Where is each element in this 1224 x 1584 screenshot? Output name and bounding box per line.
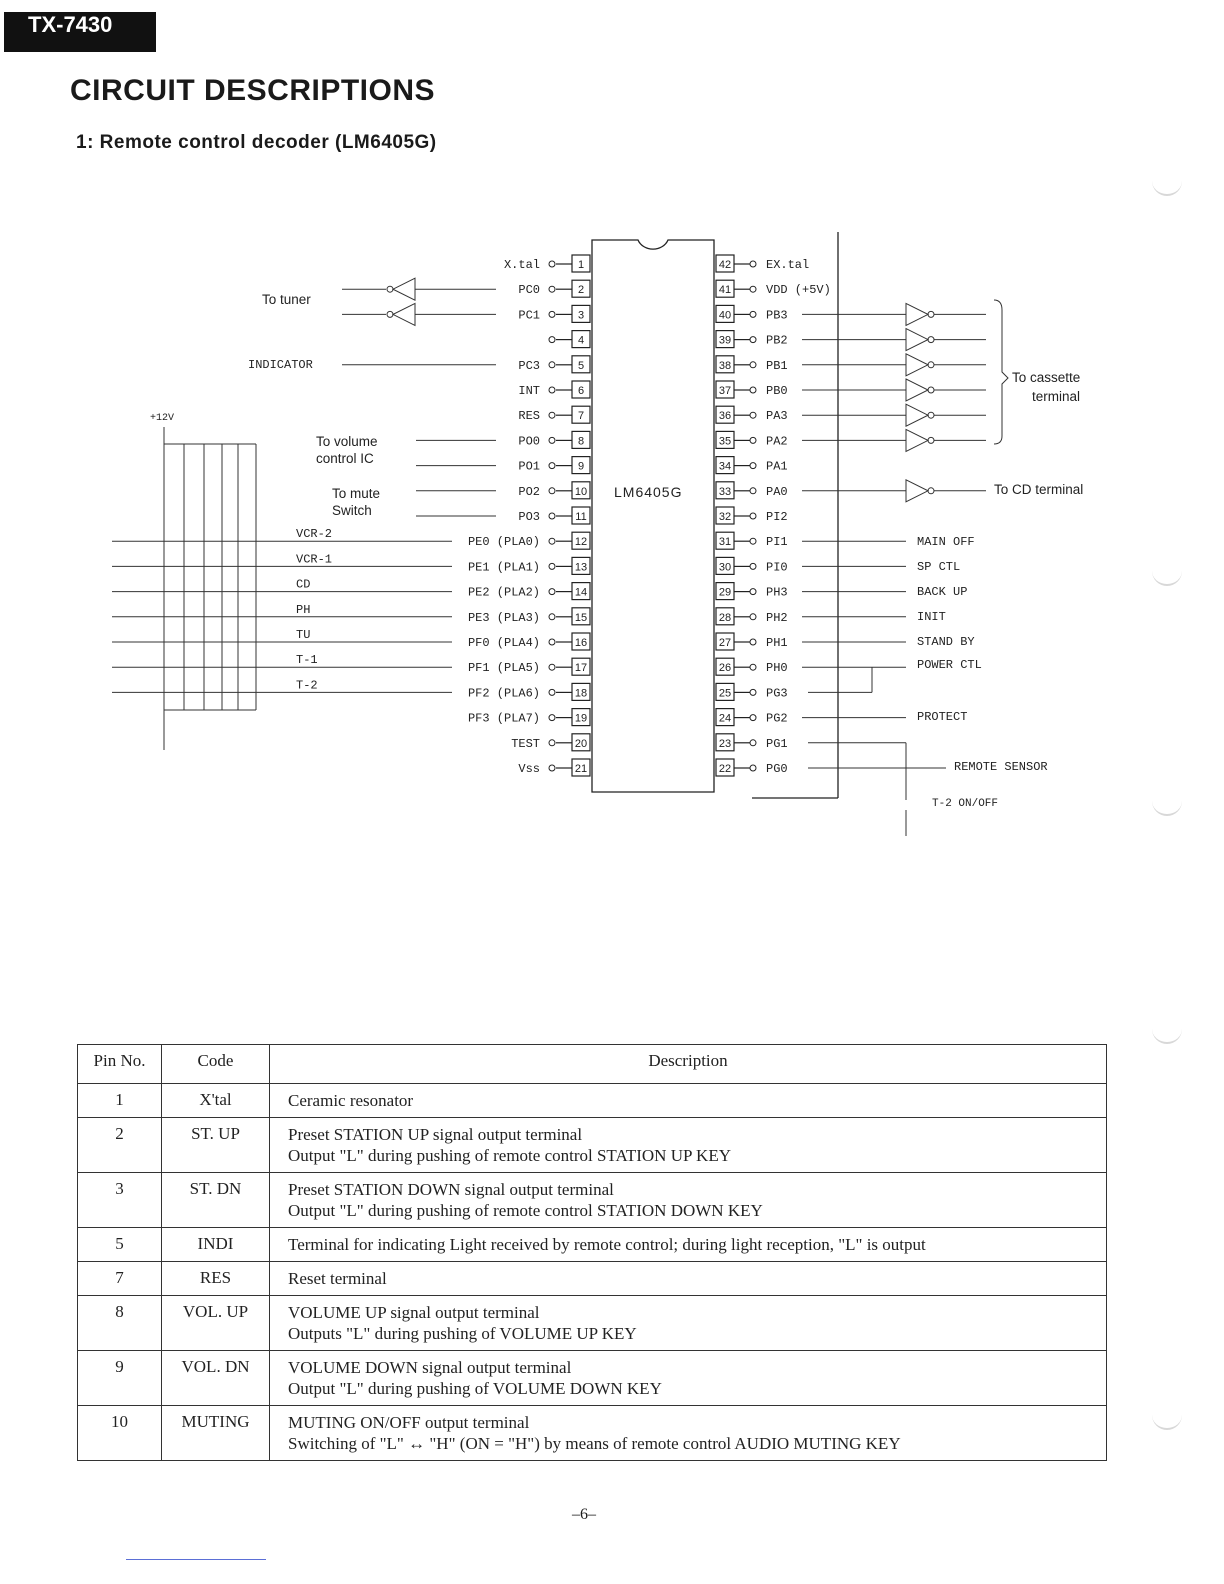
buffer-gate [906,379,928,401]
table-header-row [78,1045,1107,1084]
pin-name: PG0 [766,762,788,776]
pin-name: PF0 (PLA4) [467,636,540,650]
pin-terminal [750,437,756,443]
binder-hole-mark [1152,176,1182,196]
pin-name: PB2 [766,333,788,348]
pin-terminal [750,337,756,343]
code-cell: MUTING [162,1406,270,1461]
pin-number: 21 [574,763,588,775]
description-line: Preset STATION DOWN signal output terminal [288,1180,614,1199]
header-pin: Pin No. [78,1045,162,1084]
pin-number: 37 [718,385,732,397]
pin-number: 28 [718,611,732,624]
pin-terminal [549,639,555,645]
pin-name: INT [518,384,540,398]
code-cell: X'tal [162,1084,270,1118]
stand-by-label: STAND BY [917,635,975,649]
indicator-label: INDICATOR [248,358,313,372]
description-line: Preset STATION UP signal output terminal [288,1125,583,1144]
pin-terminal [750,715,756,721]
pin-terminal [750,689,756,695]
pin-terminal [750,463,756,469]
key-line-label: PH [296,602,311,617]
model-tag: TX-7430 [4,12,156,52]
pin-terminal [750,261,756,267]
pin-number: 26 [718,662,732,675]
pin-cell: 9 [78,1351,162,1406]
pin-terminal [549,412,555,418]
pin-terminal [549,337,555,343]
pin-number: 10 [574,485,588,498]
description-line: Output "L" during pushing of VOLUME DOWN KEY [288,1379,662,1398]
pin-name: PC3 [518,358,540,373]
pin-name: PE1 (PLA1) [467,560,540,575]
pin-name: PO3 [518,510,540,524]
pin-name: PA2 [766,434,788,449]
pin-number: 9 [577,460,585,473]
pin-number: 42 [718,259,732,271]
code-cell: RES [162,1262,270,1296]
pin-number: 39 [718,334,732,347]
binder-hole-mark [1152,1410,1182,1430]
pin-name: PE0 (PLA0) [467,535,540,550]
pin-name: PI0 [766,560,788,575]
table-row [78,1262,1107,1296]
description-cell [270,1296,1107,1351]
cassette-brace [994,300,1008,444]
pin-cell: 5 [78,1228,162,1262]
pin-terminal [549,563,555,569]
to-cd-label: To CD terminal [994,482,1084,497]
footer-rule [126,1559,266,1560]
table-row [78,1228,1107,1262]
to-cassette-label-2: terminal [1032,389,1081,404]
pin-number: 8 [577,435,585,448]
to-volume-label-2: control IC [316,451,374,466]
pin-number: 25 [718,687,732,700]
remote-decoder-schematic [0,200,1224,850]
code-cell: VOL. DN [162,1351,270,1406]
pin-name: PI1 [766,535,788,550]
pin-name: PH2 [766,610,788,625]
pin-number: 2 [577,284,585,297]
pin-terminal [549,715,555,721]
code-cell: INDI [162,1228,270,1262]
pin-terminal [750,286,756,292]
description-line: VOLUME DOWN signal output terminal [288,1358,572,1377]
pin-cell: 2 [78,1118,162,1173]
pin-number: 13 [574,561,588,574]
header-code: Code [162,1045,270,1084]
pin-cell: 10 [78,1406,162,1461]
description-line: Outputs "L" during pushing of VOLUME UP KEY [288,1324,637,1343]
key-line-label: CD [296,577,311,592]
pin-number: 40 [718,309,732,322]
pin-name: PB0 [766,384,788,398]
pin-number: 15 [574,611,588,624]
description-line: Ceramic resonator [288,1091,414,1110]
buffer-gate [393,278,415,300]
pin-terminal [750,538,756,544]
pin-terminal [549,765,555,771]
power-ctl-label: POWER CTL [917,658,982,672]
description-line: Switching of "L" ↔ "H" (ON = "H") by means of remote control AUDIO MUTING KEY [288,1434,901,1453]
pin-number: 31 [718,536,732,549]
pin-number: 17 [574,662,588,675]
pin-name: RES [518,409,540,424]
table-row [78,1173,1107,1228]
right-pin-group [716,255,831,776]
pin-terminal [750,387,756,393]
key-line-label: T-2 [296,678,318,693]
pin-terminal [549,463,555,469]
plus12v-label: +12V [150,413,175,424]
pin-number: 3 [577,309,585,322]
pin-name: Vss [518,762,540,776]
description-line: Reset terminal [288,1269,387,1288]
to-mute-label-1: To mute [332,486,381,501]
t2-onoff-label: T-2 ON/OFF [932,798,999,810]
to-mute-label-2: Switch [332,503,372,518]
pin-number: 7 [577,410,585,423]
pin-name: PE2 (PLA2) [467,585,540,600]
pin-terminal [750,614,756,620]
init-label: INIT [917,610,946,624]
pin-terminal [549,387,555,393]
pin-name: PA0 [766,484,788,499]
description-line: Output "L" during pushing of remote control STATION UP KEY [288,1146,731,1165]
description-cell [270,1406,1107,1461]
pin-name: PF3 (PLA7) [467,711,540,726]
pin-number: 24 [718,712,732,725]
key-line-label: VCR-2 [296,527,333,542]
pin-name: VDD (+5V) [766,283,831,298]
pin-cell: 1 [78,1084,162,1118]
buffer-gate [906,429,928,451]
pin-number: 16 [574,637,588,649]
page-number: –6– [572,1506,596,1523]
description-line: MUTING ON/OFF output terminal [288,1413,530,1432]
pin-name: PG2 [766,711,788,726]
pin-terminal [549,689,555,695]
pin-terminal [549,261,555,267]
pin-name: PA3 [766,409,788,424]
description-cell [270,1084,1107,1118]
protect-label: PROTECT [917,710,968,724]
main-off-label: MAIN OFF [917,535,975,549]
pin-number: 23 [718,737,732,750]
pin-terminal [750,639,756,645]
key-line-label: TU [296,628,311,642]
pin-name: PG3 [766,686,788,701]
pin-number: 18 [574,687,588,700]
pin-name: PH1 [766,636,788,650]
chip-label: LM6405G [614,484,683,500]
pin-name: TEST [511,736,540,751]
pin-terminal [750,765,756,771]
pin-name: PF2 (PLA6) [467,686,540,701]
pin-number: 29 [718,586,732,599]
buffer-gate [906,404,928,426]
to-volume-label-1: To volume [316,434,378,449]
section-heading: 1: Remote control decoder (LM6405G) [76,132,437,153]
description-line: Output "L" during pushing of remote control STATION DOWN KEY [288,1201,763,1220]
pin-terminal [750,362,756,368]
pin-terminal [549,614,555,620]
back-up-label: BACK UP [917,585,968,599]
pin-cell: 3 [78,1173,162,1228]
to-tuner-label: To tuner [262,292,311,307]
pin-description-table [77,1044,1107,1461]
pin-name: PO0 [518,434,540,449]
pin-number: 32 [718,511,732,523]
pin-name: PG1 [766,736,788,751]
pin-name: EX.tal [766,258,810,272]
pin-terminal [549,286,555,292]
pin-terminal [549,664,555,670]
buffer-gate [906,354,928,376]
description-cell [270,1228,1107,1262]
pin-number: 20 [574,737,588,750]
buffer-gate [393,303,415,325]
pin-name: PE3 (PLA3) [467,610,540,625]
pin-terminal [549,488,555,494]
pin-terminal [549,311,555,317]
buffer-gate [906,303,928,325]
pin-terminal [750,563,756,569]
pin-name: PF1 (PLA5) [467,661,540,676]
table-row [78,1118,1107,1173]
description-line: Terminal for indicating Light received by remote control; during light reception, "L" is output [288,1235,926,1254]
pin-terminal [549,362,555,368]
pin-number: 36 [718,410,732,423]
pin-cell: 8 [78,1296,162,1351]
pin-number: 6 [577,385,585,397]
pin-name: PB1 [766,358,788,373]
code-cell: ST. DN [162,1173,270,1228]
description-cell [270,1173,1107,1228]
pin-number: 19 [574,712,588,725]
description-cell [270,1118,1107,1173]
code-cell: VOL. UP [162,1296,270,1351]
pin-number: 33 [718,485,732,498]
pin-name: PO1 [518,459,540,474]
pin-number: 34 [718,460,732,473]
pin-name: PH3 [766,585,788,600]
pin-terminal [750,311,756,317]
pin-terminal [549,740,555,746]
table-row [78,1406,1107,1461]
pin-number: 35 [718,435,732,448]
pin-name: PO2 [518,484,540,499]
pin-number: 4 [577,334,585,347]
pin-name: PC1 [518,308,540,323]
pin-name: PC0 [518,283,540,298]
pin-name: PH0 [766,661,788,676]
to-cassette-label-1: To cassette [1012,370,1081,385]
page-title: CIRCUIT DESCRIPTIONS [70,74,436,107]
remote-sensor-label: REMOTE SENSOR [954,760,1048,774]
pin-number: 14 [574,586,588,599]
description-line: VOLUME UP signal output terminal [288,1303,540,1322]
pin-terminal [549,513,555,519]
pin-name: PB3 [766,308,788,323]
buffer-gate [906,329,928,351]
pin-number: 38 [718,359,732,372]
pin-terminal [750,740,756,746]
key-line-label: VCR-1 [296,552,333,567]
description-cell [270,1262,1107,1296]
buffer-gate [906,480,928,502]
pin-number: 11 [575,511,587,523]
table-row [78,1296,1107,1351]
pin-terminal [750,589,756,595]
key-line-label: T-1 [296,653,318,668]
pin-terminal [549,437,555,443]
pin-terminal [750,513,756,519]
pin-terminal [750,412,756,418]
pin-number: 27 [718,637,732,649]
pin-cell: 7 [78,1262,162,1296]
binder-hole-mark [1152,1024,1182,1044]
description-cell [270,1351,1107,1406]
table-row [78,1084,1107,1118]
pin-terminal [549,538,555,544]
pin-terminal [549,589,555,595]
sp-ctl-label: SP CTL [917,560,961,574]
table-row [78,1351,1107,1406]
header-description: Description [270,1045,1107,1084]
pin-terminal [750,488,756,494]
code-cell: ST. UP [162,1118,270,1173]
pin-number: 22 [718,763,732,775]
pin-number: 5 [577,359,585,372]
pin-number: 30 [718,561,732,574]
pin-name: X.tal [503,258,540,272]
pin-number: 1 [577,259,585,271]
pin-terminal [750,664,756,670]
pin-number: 41 [718,284,732,297]
pin-name: PA1 [766,459,788,474]
pin-name: PI2 [766,510,788,524]
pin-number: 12 [574,536,588,549]
